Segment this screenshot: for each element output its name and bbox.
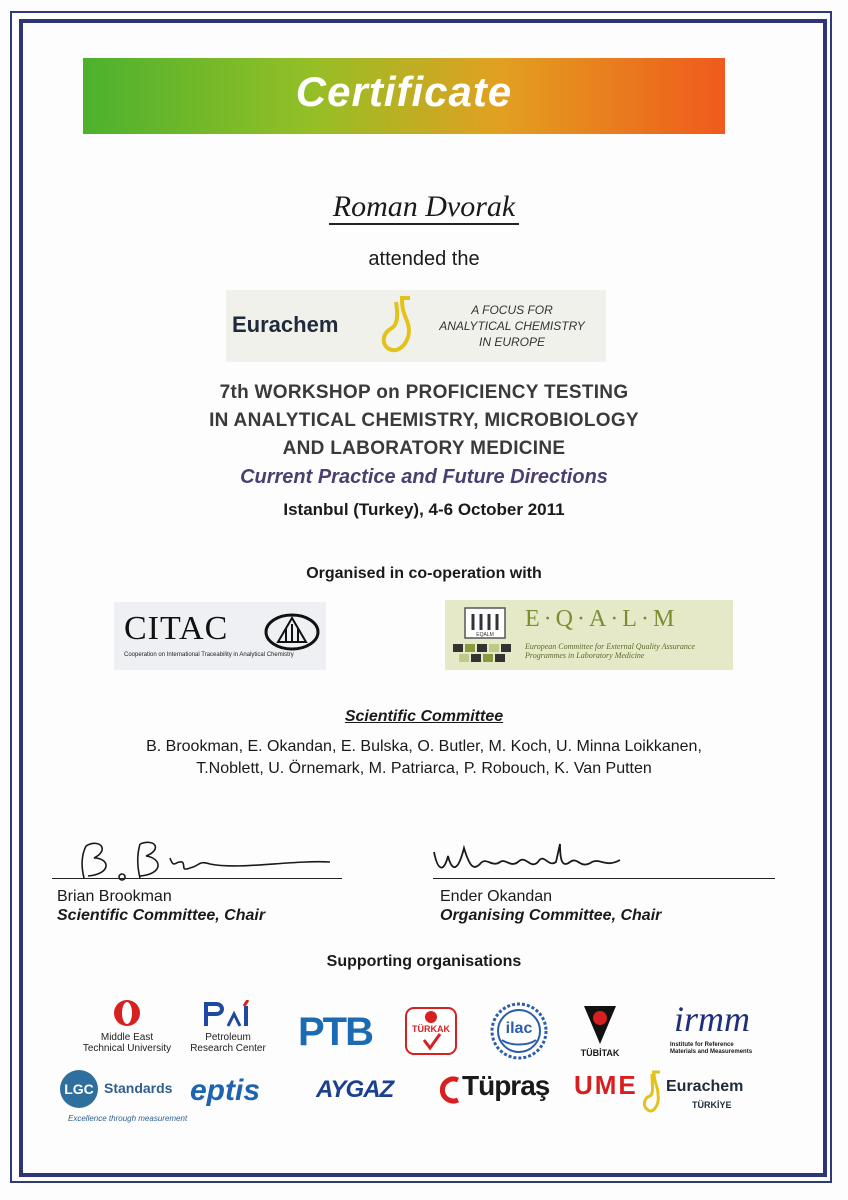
eurachem-turkiye-logo — [640, 1068, 770, 1118]
signer-role: Scientific Committee, Chair — [57, 907, 266, 924]
irmm-wordmark: irmm — [674, 999, 751, 1039]
eurachem-tagline-line: ANALYTICAL CHEMISTRY — [439, 319, 585, 333]
citac-wordmark: CITAC — [124, 610, 229, 647]
aygaz-logo: AYGAZ — [316, 1076, 394, 1103]
ilac-text: ilac — [505, 1020, 533, 1037]
signature-line-left — [52, 878, 342, 879]
irmm-logo — [666, 998, 762, 1062]
tubitak-text: TÜBİTAK — [580, 1048, 620, 1058]
signer-role: Organising Committee, Chair — [440, 907, 662, 924]
citac-subtitle: Cooperation on International Traceability in Analytical Chemistry — [124, 652, 294, 658]
irmm-subtitle — [670, 1042, 752, 1056]
workshop-subtitle: Current Practice and Future Directions — [240, 466, 608, 488]
prc-name — [186, 1032, 270, 1054]
ptb-logo: PTB — [298, 1010, 372, 1054]
prc-name-line: Petroleum — [205, 1032, 251, 1043]
metu-name — [76, 1032, 178, 1054]
ilac-logo — [490, 1002, 548, 1060]
lgc-tagline: Excellence through measurement — [68, 1114, 188, 1123]
irmm-subtitle-line: Institute for Reference — [670, 1042, 734, 1048]
irmm-subtitle-line: Materials and Measurements — [670, 1049, 753, 1055]
eqalm-wordmark: E·Q·A·L·M — [525, 606, 679, 632]
recipient-name-row — [0, 190, 848, 224]
ume-logo: UME — [574, 1070, 638, 1100]
committee-names-line: T.Noblett, U. Örnemark, M. Patriarca, P. Robouch, K. Van Putten — [196, 760, 652, 777]
tubitak-logo — [572, 1004, 628, 1064]
signature-line-right — [433, 878, 775, 879]
certificate-title: Certificate — [295, 68, 513, 115]
eurachem-tagline — [422, 302, 602, 350]
citac-emblem-icon — [264, 612, 320, 652]
metu-name-line: Technical University — [82, 1043, 172, 1054]
committee-title: Scientific Committee — [344, 708, 504, 725]
metu-logo — [76, 998, 178, 1060]
eurachem-tagline-line: IN EUROPE — [478, 335, 545, 349]
signer-name: Ender Okandan — [440, 888, 553, 905]
tubitak-emblem-icon — [582, 1004, 618, 1046]
flask-icon — [640, 1070, 664, 1116]
eqalm-mark: EQALM — [476, 632, 494, 638]
turkak-text: TÜRKAK — [412, 1024, 450, 1034]
prc-emblem-icon — [202, 1000, 254, 1028]
certificate-banner — [83, 58, 725, 134]
flask-icon — [372, 294, 422, 358]
attended-text: attended the — [368, 248, 480, 270]
prc-logo — [186, 1000, 270, 1060]
eqalm-logo — [445, 600, 733, 670]
workshop-place-date: Istanbul (Turkey), 4-6 October 2011 — [283, 500, 565, 519]
tupras-logo — [438, 1070, 562, 1110]
eurachem-turkiye-wordmark: Eurachem — [666, 1078, 744, 1095]
signature-okandan — [420, 838, 640, 882]
eqalm-subtitle: European Committee for External Quality Assurance Programmes in Laboratory Medicine — [525, 642, 695, 660]
eptis-logo: eptis — [190, 1074, 261, 1107]
lgc-badge: LGC — [60, 1070, 98, 1108]
organised-heading: Organised in co-operation with — [306, 565, 542, 582]
turkak-logo — [402, 1006, 460, 1056]
workshop-title-line: AND LABORATORY MEDICINE — [282, 438, 566, 459]
eurachem-turkiye-country: TÜRKİYE — [692, 1100, 732, 1110]
signature-brookman — [70, 838, 340, 882]
workshop-title-line: 7th WORKSHOP on PROFICIENCY TESTING — [219, 382, 629, 403]
metu-emblem-icon — [112, 998, 142, 1028]
tupras-emblem-icon — [438, 1074, 464, 1104]
lgc-logo — [60, 1068, 190, 1128]
citac-logo — [114, 602, 326, 670]
prc-name-line: Research Center — [190, 1043, 266, 1054]
metu-name-line: Middle East — [100, 1032, 154, 1043]
eqalm-emblem-icon — [451, 606, 519, 664]
lgc-standards: Standards — [104, 1080, 173, 1096]
eurachem-wordmark: Eurachem — [232, 312, 339, 337]
tupras-wordmark: Tüpraş — [462, 1070, 550, 1101]
recipient-name: Roman Dvorak — [329, 190, 519, 225]
eurachem-logo — [226, 290, 606, 362]
supporting-heading: Supporting organisations — [326, 953, 522, 970]
signer-name: Brian Brookman — [57, 888, 172, 905]
workshop-title-line: IN ANALYTICAL CHEMISTRY, MICROBIOLOGY — [209, 410, 639, 431]
eurachem-tagline-line: A FOCUS FOR — [471, 303, 553, 317]
committee-names-line: B. Brookman, E. Okandan, E. Bulska, O. Butler, M. Koch, U. Minna Loikkanen, — [146, 738, 702, 755]
